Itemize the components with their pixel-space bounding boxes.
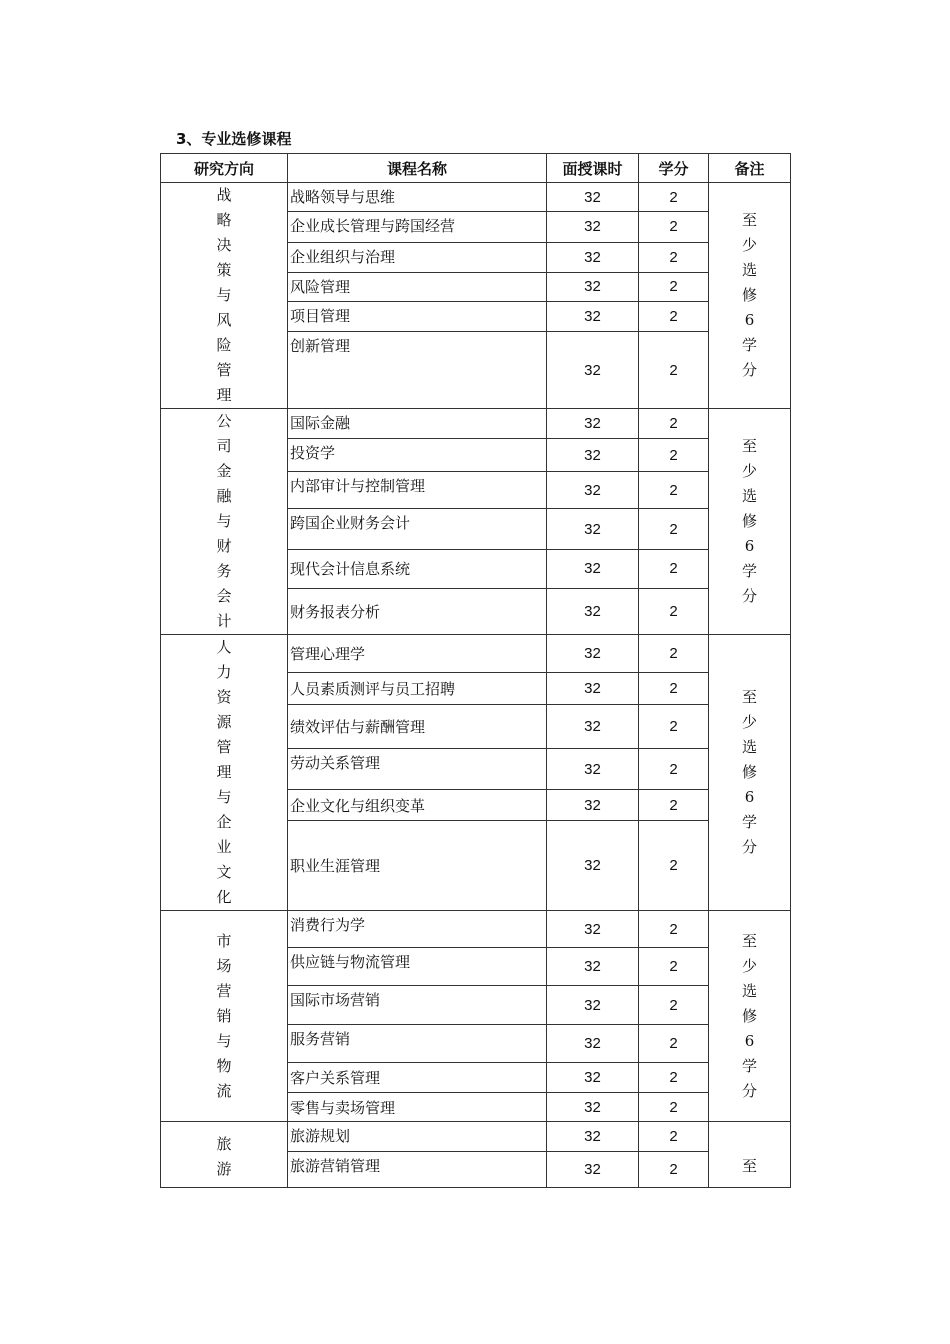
course-credits: 2 (639, 332, 709, 409)
course-name: 旅游营销管理 (288, 1152, 547, 1188)
course-credits: 2 (639, 302, 709, 332)
table-row (161, 1122, 791, 1152)
course-credits: 2 (639, 911, 709, 948)
course-hours: 32 (547, 242, 639, 272)
course-credits: 2 (639, 749, 709, 790)
course-name: 旅游规划 (288, 1122, 547, 1152)
course-name: 内部审计与控制管理 (288, 472, 547, 509)
course-hours: 32 (547, 588, 639, 634)
table-row (161, 183, 791, 212)
course-name: 创新管理 (288, 332, 547, 409)
direction-cell (161, 183, 288, 409)
course-name: 企业组织与治理 (288, 242, 547, 272)
course-credits: 2 (639, 948, 709, 986)
course-name: 绩效评估与薪酬管理 (288, 705, 547, 749)
course-credits: 2 (639, 472, 709, 509)
course-hours: 32 (547, 986, 639, 1025)
course-hours: 32 (547, 1152, 639, 1188)
direction-cell (161, 409, 288, 635)
course-hours: 32 (547, 705, 639, 749)
course-credits: 2 (639, 242, 709, 272)
remark-text: 至 (741, 1157, 757, 1175)
course-name: 客户关系管理 (288, 1063, 547, 1093)
course-name: 零售与卖场管理 (288, 1093, 547, 1122)
course-hours: 32 (547, 472, 639, 509)
direction-text: 战略决策与风险管理 (216, 186, 232, 404)
direction-cell (161, 635, 288, 911)
course-name: 管理心理学 (288, 635, 547, 673)
course-credits: 2 (639, 1063, 709, 1093)
course-name: 消费行为学 (288, 911, 547, 948)
course-credits: 2 (639, 1025, 709, 1063)
header-hours: 面授课时 (547, 154, 639, 183)
course-name: 现代会计信息系统 (288, 549, 547, 588)
course-name: 风险管理 (288, 272, 547, 301)
course-hours: 32 (547, 183, 639, 212)
elective-courses-table (160, 153, 791, 1188)
course-credits: 2 (639, 821, 709, 911)
remark-cell (709, 1122, 791, 1188)
course-hours: 32 (547, 749, 639, 790)
course-name: 项目管理 (288, 302, 547, 332)
course-credits: 2 (639, 409, 709, 439)
course-credits: 2 (639, 588, 709, 634)
direction-cell (161, 911, 288, 1122)
remark-cell (709, 635, 791, 911)
course-credits: 2 (639, 673, 709, 705)
remark-cell (709, 409, 791, 635)
direction-text: 市场营销与物流 (216, 931, 232, 1100)
course-hours: 32 (547, 212, 639, 242)
course-name: 财务报表分析 (288, 588, 547, 634)
course-hours: 32 (547, 948, 639, 986)
course-credits: 2 (639, 439, 709, 472)
table-row (161, 409, 791, 439)
course-credits: 2 (639, 790, 709, 821)
course-credits: 2 (639, 272, 709, 301)
course-credits: 2 (639, 509, 709, 549)
direction-cell (161, 1122, 288, 1188)
course-credits: 2 (639, 183, 709, 212)
header-direction: 研究方向 (161, 154, 288, 183)
course-hours: 32 (547, 911, 639, 948)
course-name: 职业生涯管理 (288, 821, 547, 911)
course-credits: 2 (639, 635, 709, 673)
course-credits: 2 (639, 1152, 709, 1188)
table-row (161, 635, 791, 673)
course-name: 跨国企业财务会计 (288, 509, 547, 549)
direction-text: 人力资源管理与企业文化 (216, 638, 232, 906)
header-remark: 备注 (709, 154, 791, 183)
remark-text: 至少选修6学分 (741, 437, 757, 605)
course-name: 服务营销 (288, 1025, 547, 1063)
course-hours: 32 (547, 332, 639, 409)
course-name: 劳动关系管理 (288, 749, 547, 790)
direction-text: 公司金融与财务会计 (216, 412, 232, 630)
course-hours: 32 (547, 673, 639, 705)
course-credits: 2 (639, 986, 709, 1025)
remark-cell (709, 911, 791, 1122)
course-credits: 2 (639, 1122, 709, 1152)
header-course-name: 课程名称 (288, 154, 547, 183)
course-credits: 2 (639, 1093, 709, 1122)
course-hours: 32 (547, 1122, 639, 1152)
remark-text: 至少选修6学分 (741, 211, 757, 379)
remark-cell (709, 183, 791, 409)
course-hours: 32 (547, 821, 639, 911)
course-hours: 32 (547, 549, 639, 588)
course-credits: 2 (639, 212, 709, 242)
course-hours: 32 (547, 439, 639, 472)
course-name: 战略领导与思维 (288, 183, 547, 212)
course-hours: 32 (547, 790, 639, 821)
course-hours: 32 (547, 1025, 639, 1063)
course-hours: 32 (547, 1093, 639, 1122)
table-header-row (161, 154, 791, 183)
course-hours: 32 (547, 509, 639, 549)
course-hours: 32 (547, 635, 639, 673)
course-credits: 2 (639, 705, 709, 749)
course-name: 国际金融 (288, 409, 547, 439)
course-hours: 32 (547, 272, 639, 301)
course-hours: 32 (547, 302, 639, 332)
direction-text: 旅游 (216, 1135, 232, 1178)
course-hours: 32 (547, 1063, 639, 1093)
course-name: 投资学 (288, 439, 547, 472)
course-credits: 2 (639, 549, 709, 588)
course-name: 国际市场营销 (288, 986, 547, 1025)
section-heading: 3、专业选修课程 (176, 130, 292, 148)
course-name: 企业成长管理与跨国经营 (288, 212, 547, 242)
course-name: 企业文化与组织变革 (288, 790, 547, 821)
remark-text: 至少选修6学分 (741, 688, 757, 856)
table-row (161, 911, 791, 948)
course-name: 人员素质测评与员工招聘 (288, 673, 547, 705)
remark-text: 至少选修6学分 (741, 931, 757, 1100)
course-hours: 32 (547, 409, 639, 439)
course-name: 供应链与物流管理 (288, 948, 547, 986)
header-credits: 学分 (639, 154, 709, 183)
